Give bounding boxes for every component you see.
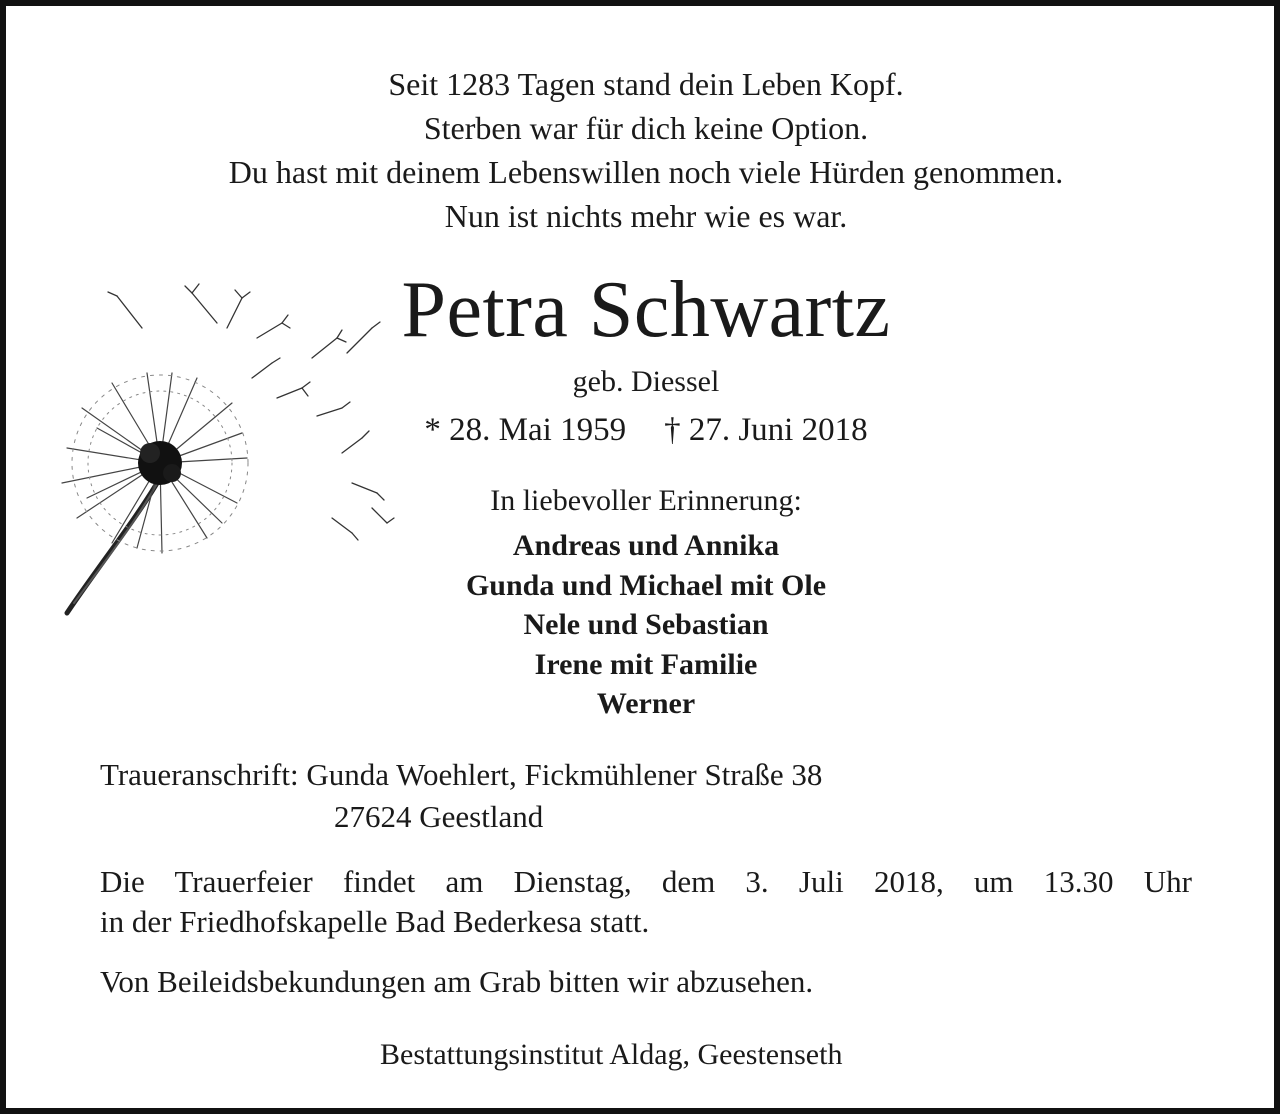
ceremony-info [100,862,1192,942]
mourner: Gunda und Michael mit Ole [465,568,827,602]
ceremony-line: in der Friedhofskapelle Bad Bederkesa statt. [100,904,650,939]
poem-line: Du hast mit deinem Lebenswillen noch viele Hürden genommen. [228,154,1064,190]
poem-line: Seit 1283 Tagen stand dein Leben Kopf. [388,66,904,102]
condolence-note: Von Beileidsbekundungen am Grab bitten wir abzusehen. [100,964,814,999]
maiden-name: geb. Diessel [572,365,720,398]
mourning-address [100,754,1200,838]
mourners-list [346,526,946,724]
life-dates [386,408,906,452]
poem-line: Sterben war für dich keine Option. [423,110,869,146]
memory-line: In liebevoller Erinnerung: [490,484,802,517]
deceased-name: Petra Schwartz [401,266,891,354]
death-date: † 27. Juni 2018 [664,412,868,448]
funeral-home: Bestattungsinstitut Aldag, Geestenseth [380,1038,843,1071]
mourner: Nele und Sebastian [523,608,769,641]
poem-line: Nun ist nichts mehr wie es war. [444,198,848,234]
mourner: Werner [596,687,696,720]
ceremony-line: Die Trauerfeier findet am Dienstag, dem 3. Juli 2018, um 13.30 Uhr [100,864,1192,899]
poem [6,62,1280,238]
address-line: Traueranschrift: Gunda Woehlert, Fickmühlener Straße 38 [100,757,823,792]
mourner: Irene mit Familie [534,647,758,681]
address-line: 27624 Geestland [334,799,544,834]
birth-date: * 28. Mai 1959 [424,412,627,448]
mourner: Andreas und Annika [512,529,780,562]
